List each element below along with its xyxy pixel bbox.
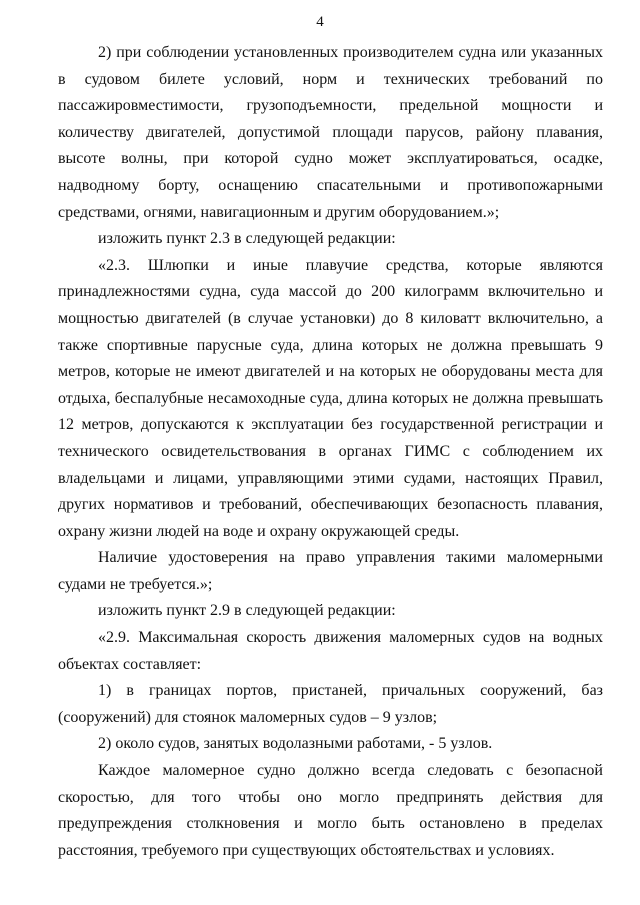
paragraph-amend-2-3: изложить пункт 2.3 в следующей редакции:	[98, 230, 396, 248]
paragraph-amend-2-9: изложить пункт 2.9 в следующей редакции:	[98, 602, 396, 620]
paragraph-speed-diving: 2) около судов, занятых водолазными работами, - 5 узлов.	[98, 735, 493, 753]
document-body	[58, 40, 603, 864]
page-number: 4	[316, 14, 324, 30]
paragraph-license-not-required: Наличие удостоверения на право управления такими маломерными судами не требуется.»;	[58, 549, 603, 593]
paragraph-safe-speed: Каждое маломерное судно должно всегда следовать с безопасной скоростью, для того чтобы оно могло предпринять действия для предупреждения столкновения и могло быть остановлено в пределах расстояния, требуемого при существующих обстоятельствах и условиях.	[58, 762, 603, 859]
paragraph-clause-2-3: «2.3. Шлюпки и иные плавучие средства, которые являются принадлежностями судна, суда массой до 200 килограмм включительно и мощностью двигателей (в случае установки) до 8 киловатт включительно, а также спортивные парусные суда, длина которых не должна превышать 9 метров, которые не имеют двигателей и на которых не оборудованы места для отдыха, беспалубные несамоходные суда, длина которых не должна превышать 12 метров, допускаются к эксплуатации без государственной регистрации и технического освидетельствования в органах ГИМС с соблюдением их владельцами и лицами, управляющими этими судами, настоящих Правил, других нормативов и требований, обеспечивающих безопасность плавания, охрану жизни людей на воде и охрану окружающей среды.	[58, 256, 603, 540]
paragraph-speed-ports: 1) в границах портов, пристаней, причальных сооружений, баз (сооружений) для стоянок маломерных судов – 9 узлов;	[58, 682, 603, 726]
paragraph-item-2-conditions: 2) при соблюдении установленных производителем судна или указанных в судовом билете условий, норм и технических требований по пассажировместимости, грузоподъемности, предельной мощности и количеству двигателей, допустимой площади парусов, району плавания, высоте волны, при которой судно может эксплуатироваться, осадке, надводному борту, оснащению спасательными и противопожарными средствами, огнями, навигационным и другим оборудованием.»;	[58, 44, 603, 221]
paragraph-clause-2-9: «2.9. Максимальная скорость движения маломерных судов на водных объектах составляет:	[58, 629, 603, 673]
